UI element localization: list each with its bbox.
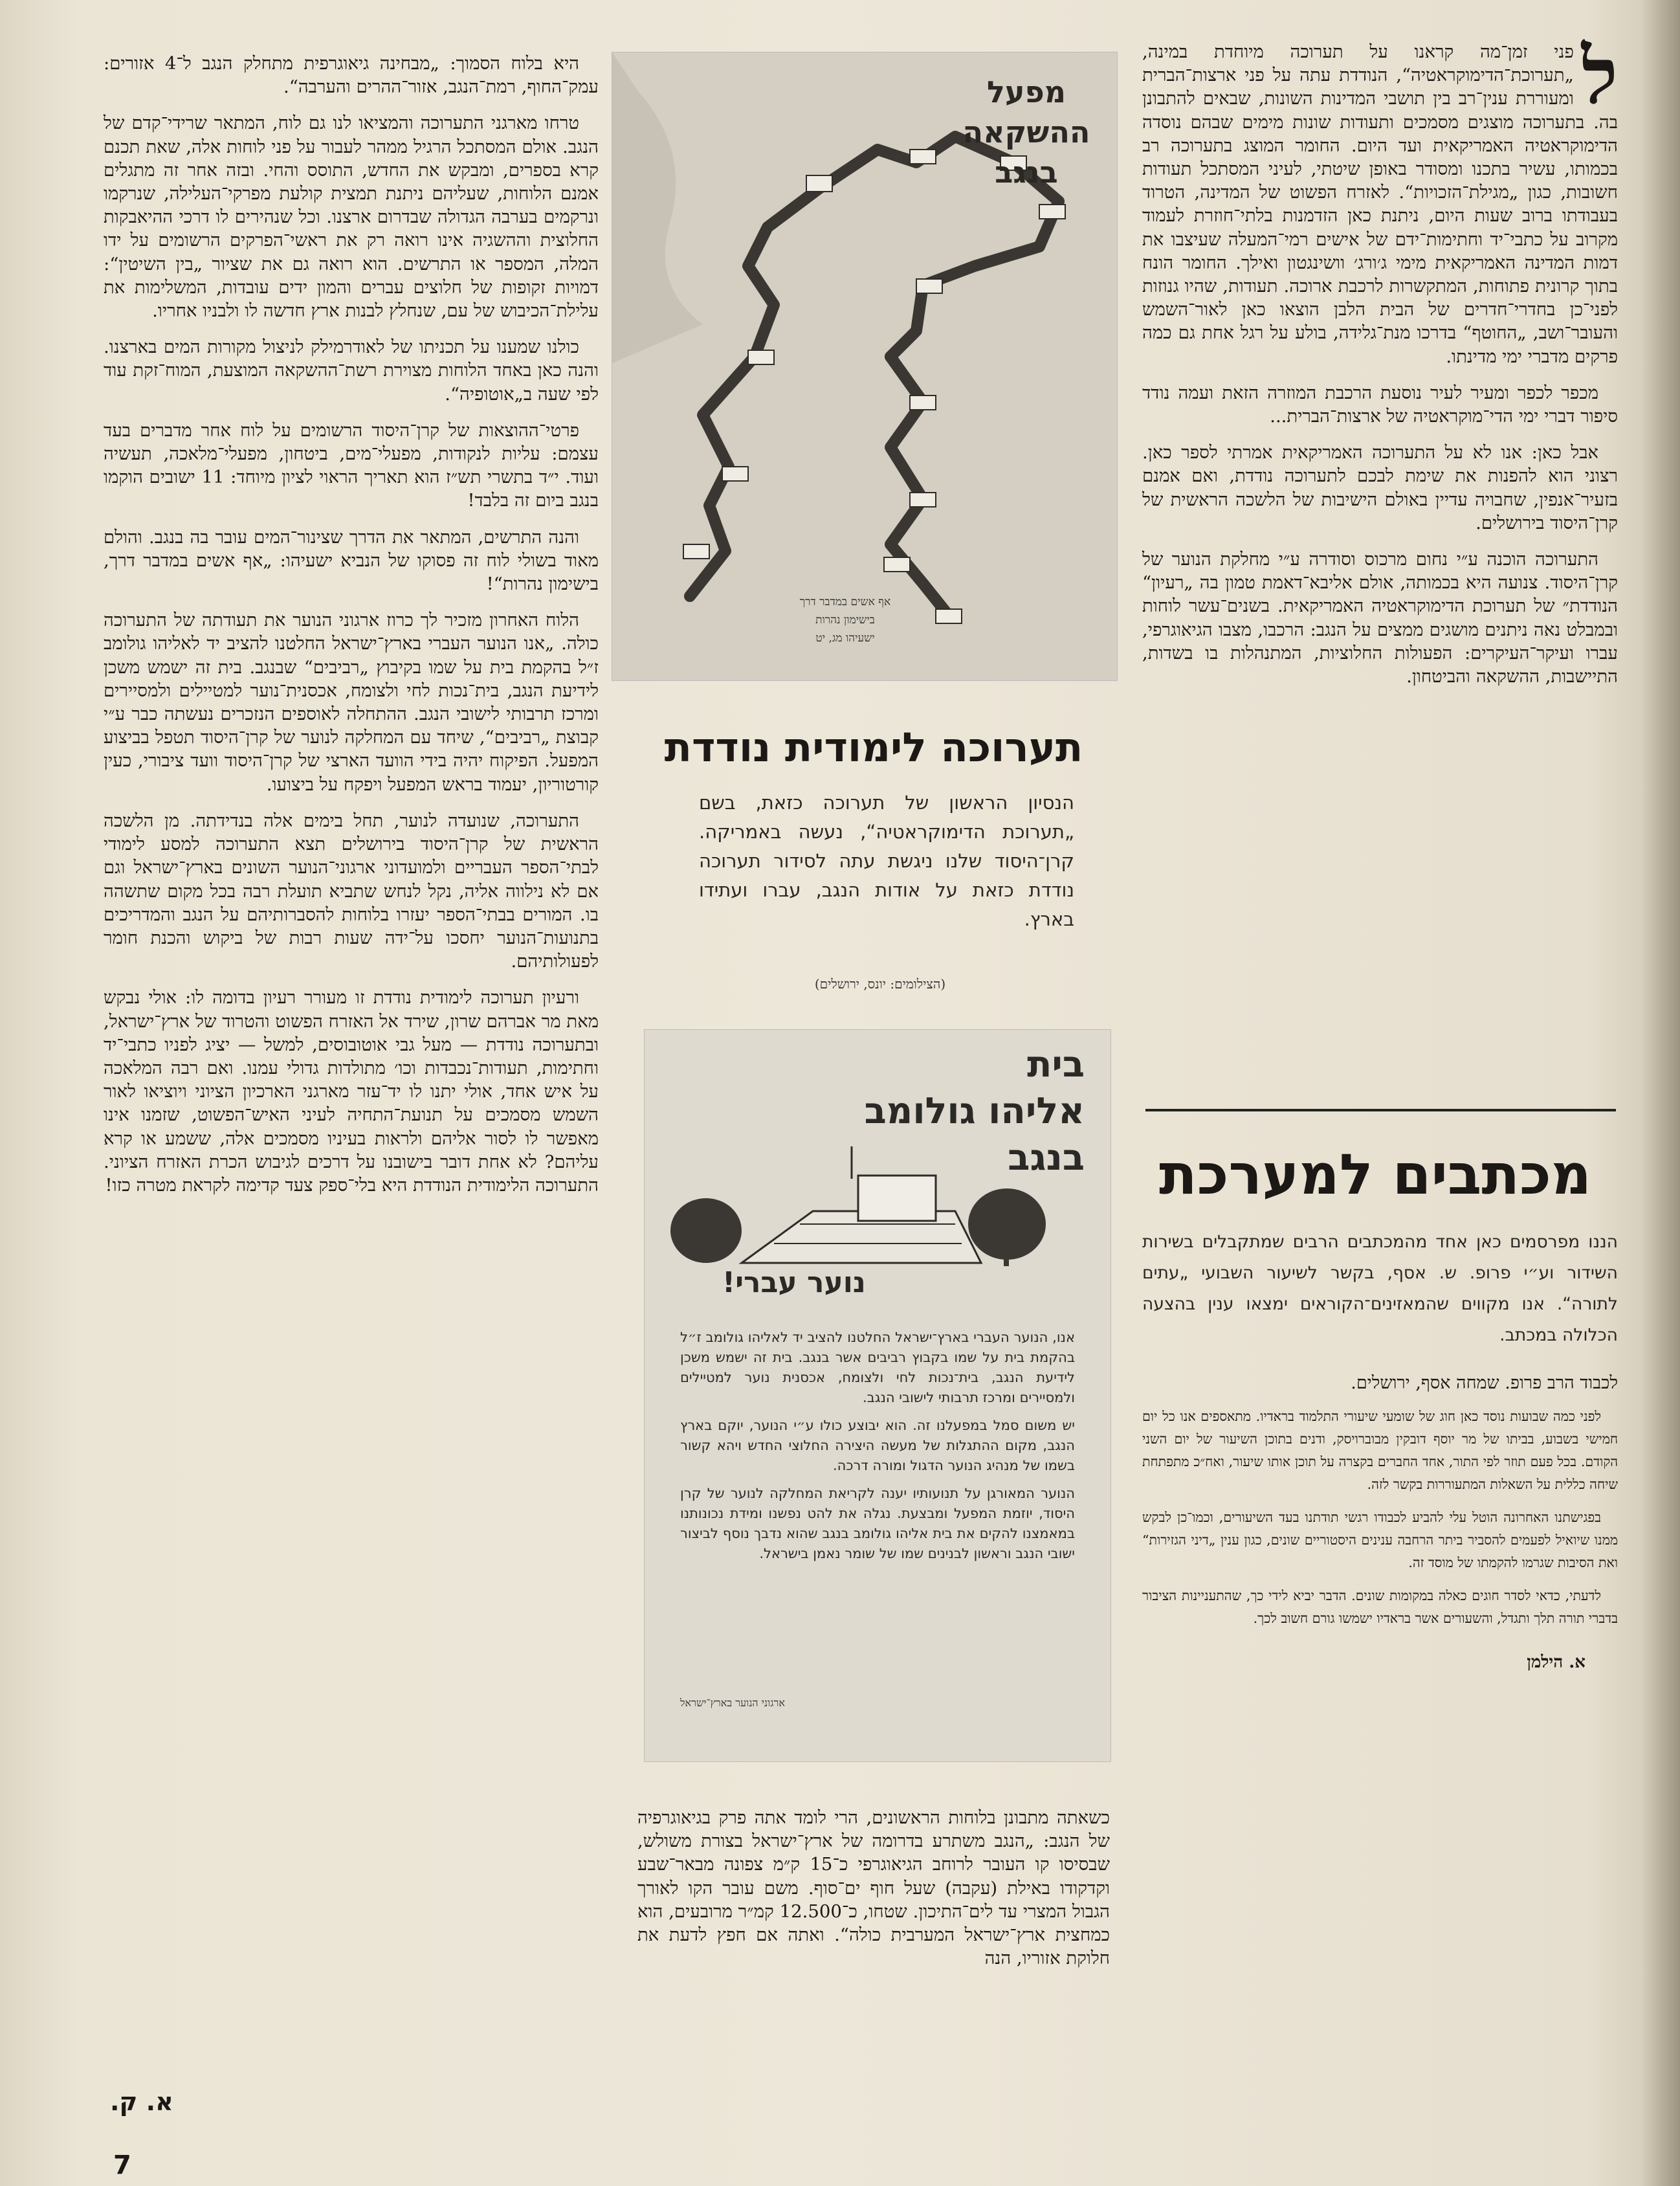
article-left-column xyxy=(104,52,599,1210)
letter-paragraph: בפגישתנו האחרונה הוטל עלי להביע לכבודו רגשי תודתנו בעד השיעורים, וכמו־כן לבקש ממנו שיואיל לפעמים להסביר ביתר הרחבה ענינים היסטוריים שונים, כגון ענין „דיני הגזירות“ ואת הסיבות שגרמו להקמתו של מוסד זה. xyxy=(1142,1510,1618,1570)
page-edge-shadow xyxy=(1641,0,1680,2186)
poster-title-line: בית xyxy=(1027,1043,1085,1086)
poster-signature: ארגוני הנוער בארץ־ישראל xyxy=(680,1697,785,1709)
poster-text xyxy=(680,1328,1075,1572)
article-headline: תערוכה לימודית נודדת xyxy=(664,724,1083,771)
article-paragraph: פני זמן־מה קראנו על תערוכה מיוחדת במינה, „תערוכת־הדימוקראטיה“, הנודדת עתה על פני ארצות־הברית ומעוררת ענין־רב בין תושבי המדינות השונות, שבאים להתבונן בה. בתערוכה מוצגים מסמכים ותעודות שונות מימים שבהם נוסדה הדימוקראטיה האמריקאית ועד היום. החומר המוצג בתערוכה רב בכמותו, עשיר בתכנו ומסודר באופן שיטתי, לעיני המסתכל תעודות חשובות, כגון „מגילת־הזכויות“. לאזרח הפשוט של המדינה, הטרוד בעבודתו ברוב שעות היום, ניתנת כאן הזדמנות בלתי־חוזרת לעמוד מקרוב על כתבי־יד וחתימות־ידם של אישים רמי־המעלה שעיצבו את דמות המדינה האמריקאית מימי ג׳ורג׳ וושינגטון ואילך. החומר הונח בתוך קרונית פתוחות, המתקשרות לרכבת ארוכה. תעודות, שהיו גנוזות לפני־כן בחדרי־חדרים של הבית הלבן הוצאו כאן לאור־השמש והעובר־ושב, „החוטף“ בדרכו מנת־גלידה, בולע על רגל אחת גם כמה פרקים מדברי ימי מדינתו. xyxy=(1142,41,1618,367)
drop-cap: ל xyxy=(1581,30,1618,122)
photo-credit: (הצילומים: יונס, ירושלים) xyxy=(814,976,946,992)
golomb-house-poster-image xyxy=(644,1029,1111,1762)
letters-section xyxy=(1142,1227,1618,1675)
article-paragraph: ורעיון תערוכה לימודית נודדת זו מעורר רעיון בדומה לו: אולי נבקש מאת מר אברהם שרון, שירד אל האזרח הפשוט והטרוד של ארץ־ישראל, ובתערוכה נודדת — מעל גבי אוטובוסים, למשל — יציג לפניו כתבי־יד וחתימות, תעודות־נכבדות וכו׳ מתולדות גדולי עמנו. ואם רבה המלאכה על איש אחד, אולי יתנו לו יד־עזר מארגני הארכיון הציוני ויוציאו לאור השמש מסמכים על תנועת־התחיה לעיני האיש־הפשוט, שזמנו אינו מאפשר לו לסור אליהם ולראות בעיניו מסמכים אלה, ששמע או קרא עליהם? לא אחת דובר בישובנו על דרכים לגיבוש הכרת האזרח הציוני. התערוכה הלימודית הנודדת היא בלי־ספק צעד קדימה לקראת מטרה כזו! xyxy=(104,987,599,1196)
article-lede: הנסיון הראשון של תערוכה כזאת, בשם „תערוכת הדימוקראטיה“, נעשה באמריקה. קרן־היסוד שלנו ניגשת עתה לסידור תערוכה נודדת כזאת על אודות הנגב, עברו ועתידו בארץ. xyxy=(699,792,1074,930)
map-caption-line: אף אשים במדבר דרך xyxy=(799,596,891,608)
author-initials: א. ק. xyxy=(110,2088,173,2116)
poster-headline: נוער עברי! xyxy=(722,1266,866,1299)
poster-paragraph: אנו, הנוער העברי בארץ־ישראל החלטנו להציב יד לאליהו גולומב ז״ל בהקמת בית על שמו בקבוץ רביבים אשר בנגב. בית זה ישמש משכן לידיעת הנגב, בית־נכות לחי ולצומח, אכסנית נוער למטיילים ולמסיירים ומרכז תרבותי לישובי הנגב. xyxy=(680,1330,1075,1405)
map-caption-line: בישימון נהרות xyxy=(815,614,875,627)
article-paragraph: מכפר לכפר ומעיר לעיר נוסעת הרכבת המוזרה הזאת ועמה נודד סיפור דברי ימי הדי־מוקראטיה של ארצות־הברית... xyxy=(1142,382,1618,427)
article-paragraph: התערוכה, שנועדה לנוער, תחל בימים אלה בנדידתה. מן הלשכה הראשית של קרן־היסוד בירושלים תצא התערוכה למסע לימודי לבתי־הספר העבריים ולמועדוני ארגוני־הנוער השונים בארץ־ישראל וגם אם לא נילווה אליה, נקל לנחש שתביא תועלת רבה בכל מקום שתשהה בו. המורים בבתי־הספר יעזרו בלוחות להסברותיהם על הנגב והמדריכים בתנועות־הנוער יחסכו על־ידה שעות רבות של ביקוש והכנת חומר לפעולותיהם. xyxy=(104,810,599,972)
article-middle-column xyxy=(637,1806,1110,1983)
letter-paragraph: לפני כמה שבועות נוסד כאן חוג של שומעי שיעורי התלמוד בראדיו. מתאספים אנו כל יום חמישי בשבוע, בביתו של מר יוסף דובקין מבוברויסק, ודנים בתוכן השיעור של יום השני הקודם. בכל פעם תוזר לפי התור, אחד החברים בקצרה על תוכן אותו שיעור, ואח״כ מתפתחת שיחה כללית על השאלות המתעוררות בקשר לזה. xyxy=(1142,1409,1618,1492)
letter-signature: א. הילמן xyxy=(1527,1653,1586,1672)
letters-section-title: מכתבים למערכת xyxy=(1158,1143,1592,1207)
map-caption-line: ישעיהו מג, יט xyxy=(815,632,875,645)
article-right-column xyxy=(1142,30,1618,701)
article-paragraph: אבל כאן: אנו לא על התערוכה האמריקאית אמרתי לספר כאן. רצוני הוא להפנות את שימת לבכם לתערוכה נודדת, ואם אמנם בזעיר־אנפין, שחבויה עדיין באולם הישיבות של הלשכה הראשית של קרן־היסוד בירושלים. xyxy=(1142,442,1618,533)
article-paragraph: היא בלוח הסמוך: „מבחינה גיאוגרפית מתחלק הנגב ל־4 אזורים: עמק־החוף, רמת־הנגב, אזור־ההרים והערבה“. xyxy=(104,53,599,98)
article-paragraph: התערוכה הוכנה ע״י נחום מרכוס וסודרה ע״י מחלקת הנוער של קרן־היסוד. צנועה היא בכמותה, אולם אליבא־דאמת טמון בה „רעיון“ הנודדת״ של תערוכת הדימוקראטיה האמריקאית. בשנים־עשר לוחות ובמבלט נאה ניתנים מושגים ממצים על הנגב: הרכבו, מצבו הגיאוגרפי, עברו ועיקר־העיקרים: הפעולות החלוציות, המתנהלות בו בשדות, התיישבות, ההשקאה והביטחון. xyxy=(1142,549,1618,687)
article-paragraph: כולנו שמענו על תכניתו של לאודרמילק לניצול מקורות המים בארצנו. והנה כאן באחד הלוחות מצוירת רשת־ההשקאה המוצעת, המוח־זקת עוד לפי שעה ב„אוטופיה“. xyxy=(104,337,599,405)
letter-salutation: לכבוד הרב פרופ. שמחה אסף, ירושלים. xyxy=(1351,1373,1618,1393)
article-paragraph: הלוח האחרון מזכיר לך כרוז ארגוני הנוער את תעודתה של התערוכה כולה. „אנו הנוער העברי בארץ־ישראל החלטנו להציב יד לאליהו גולומב ז״ל בהקמת בית על שמו בקיבוץ „רביבים“ שבנגב. בית זה ישמש משכן לידיעת הנגב, בית־נכות לחי ולצומח, אכסנית־נוער למטיילים ולמסיירים ומרכז תרבותי לישובי הנגב. ההתחלה לאוספים הנזכרים נעשתה כבר ע״י קבוצת „רביבים“, שיחד עם המחלקה לנוער של קרן־היסוד תטפל בביצוע המפעל. הפיקוח יהיה בידי הוועד הארצי של קרן־היסוד וועד ציבורי, כעין קורטוריון, יעמוד בראש המפעל ויפקח על ביצועו. xyxy=(104,610,599,795)
map-title-line: מפעל xyxy=(986,74,1066,109)
building-illustration xyxy=(645,1140,1111,1269)
article-paragraph: והנה התרשים, המתאר את הדרך שצינור־המים עובר בה בנגב. והולם מאוד בשולי לוח זה פסוקו של הנביא ישעיהו: „אף אשים במדבר דרך, בישימון נהרות“! xyxy=(104,526,599,595)
letters-intro: הננו מפרסמים כאן אחד מהמכתבים הרבים שמתקבלים בשירות השידור וע״י פרופ. ש. אסף, בקשר לשיעור השבועי „עתים לתורה“. אנו מקווים שהמאזינים־הקוראים ימצאו ענין בהצעה הכלולה במכתב. xyxy=(1142,1232,1618,1345)
poster-title-line: אליהו גולומב xyxy=(864,1090,1085,1132)
article-paragraph: פרטי־ההוצאות של קרן־היסוד הרשומים על לוח אחר מדברים בעד עצמם: עליות לנקודות, מפעלי־מים, ביטחון, מפעלי־מלאכה, תעשיה ועוד. י״ד בתשרי תש״ז הוא תאריך הראוי לציון מיוחד: 11 ישובים הוקמו בנגב ביום זה בלבד! xyxy=(104,419,599,511)
map-title-line: בנגב xyxy=(995,155,1058,190)
article-paragraph: טרחו מארגני התערוכה והמציאו לנו גם לוח, המתאר שרידי־קדם של הנגב. אולם המסתכל הרגיל ממהר לעבור על פני לוחות אלה, שאת תכנם קרא בספרים, ומבקש את החדש, התוסס והחי. ובזה אחר זה מתגלים אמנם הלוחות, שעליהם ניתנת תמצית קולעת מפרקי־העלילה, שנרקמו ונרקמים בערבה הגדולה שבדרום ארצנו. וכל שנהירים לו דרכי ההיאבקות החלוצית וההשגיה אינו רואה רק את ראשי־הפרקים הרשומים על ידו המלה, המספר או התרשים. הוא רואה גם את שציור „בין השיטין“: דמויות זקופות של חלוצים עברים והמון ידים עובדות, המשלימות את עלילת־הכיבוש של עם, שנחלץ לבנות ארץ חדשה לו ולבניו אחריו. xyxy=(104,113,599,322)
article-paragraph: כשאתה מתבונן בלוחות הראשונים, הרי לומד אתה פרק בגיאוגרפיה של הנגב: „הנגב משתרע בדרומה של ארץ־ישראל בצורת משולש, שבסיסו קו העובר לרוחב הגיאוגרפי כ־15 ק״מ צפונה מבאר־שבע וקדקודו באילת (עקבה) שעל חוף ים־סוף. משם עובר הקו לאורך הגבול המצרי עד לים־התיכון. שטחו, כ־12.500 קמ״ר מרובעים, הוא כמחצית ארץ־ישראל המערבית כולה“. ואתה אם חפץ לדעת את חלוקת אזוריו, הנה xyxy=(637,1807,1110,1969)
map-title-line: ההשקאה xyxy=(962,115,1090,150)
poster-paragraph: יש משום סמל במפעלנו זה. הוא יבוצע כולו ע״י הנוער, יוקם בארץ הנגב, מקום ההתגלות של מעשה היצירה החלוצי החדש ויהא קשור בשמו של מנהיג הנוער הדגול ומורה דרכה. xyxy=(680,1418,1075,1473)
page-number: 7 xyxy=(113,2150,131,2180)
irrigation-map-image xyxy=(612,52,1118,681)
letter-paragraph: לדעתי, כדאי לסדר חוגים כאלה במקומות שונים. הדבר יביא לידי כך, שהתעניינות הציבור בדברי תורה תלך ותגדל, והשעורים אשר בראדיו ישמשו גורם חשוב לכך. xyxy=(1142,1588,1618,1626)
poster-paragraph: הנוער המאורגן על תנועותיו יענה לקריאת המחלקה לנוער של קרן היסוד, יוזמת המפעל ומבצעת. נגלה את להט נפשנו ומידת נכונותנו במאמצנו להקים את בית אליהו גולומב בנגב שהוא נדבך נוסף לביצור ישובי הנגב וראשון לבנינים שמו של שומר נאמן בישראל. xyxy=(680,1486,1075,1561)
map-title xyxy=(955,72,1098,192)
map-caption xyxy=(774,593,916,647)
section-divider xyxy=(1145,1109,1616,1111)
poster-title-line: בנגב xyxy=(1008,1137,1085,1179)
